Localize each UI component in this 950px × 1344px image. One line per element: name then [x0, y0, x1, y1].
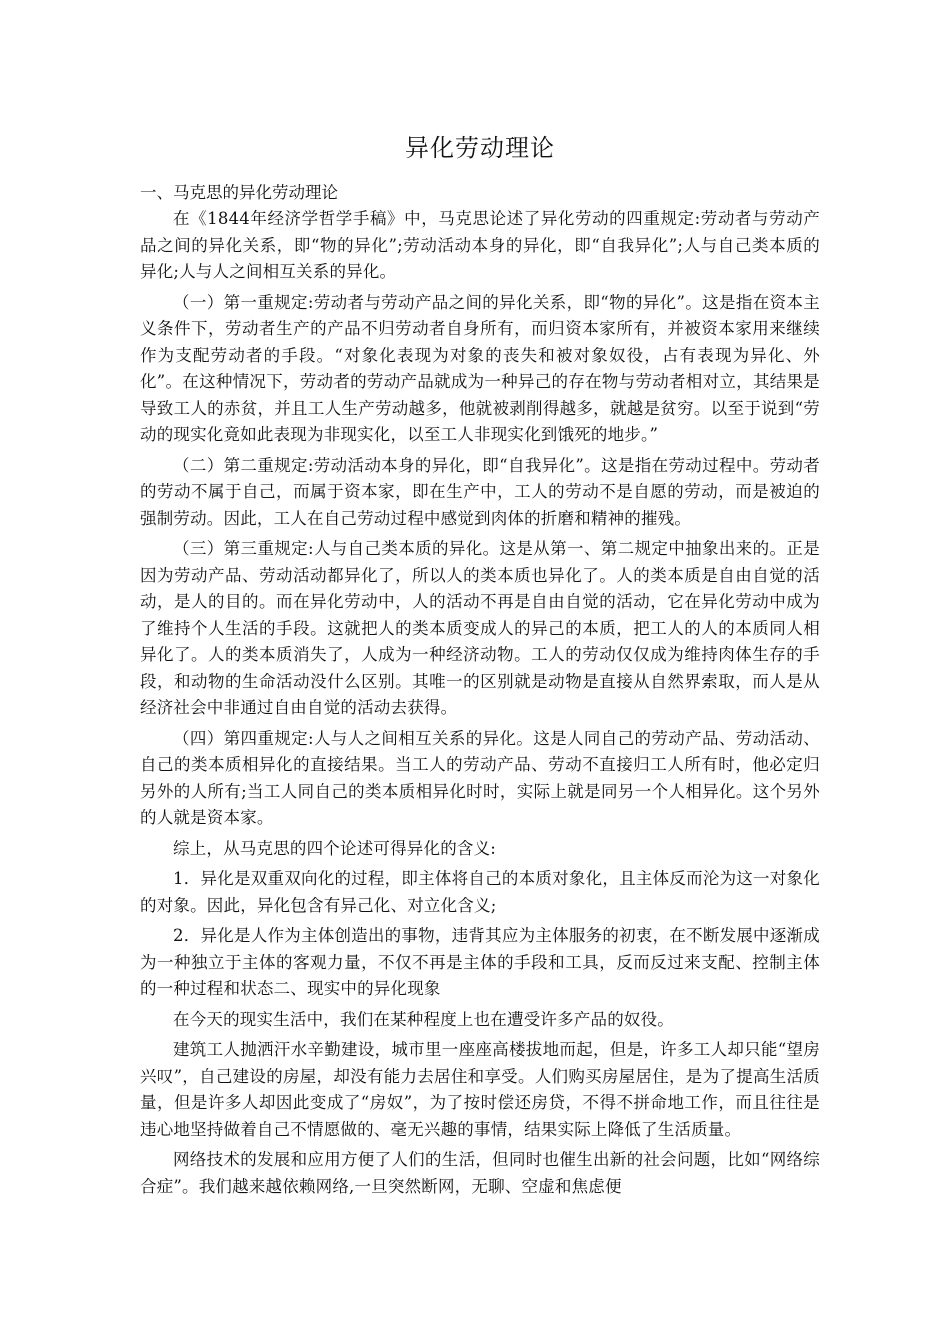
document-body: [140, 130, 820, 1200]
document-title: 异化劳动理论: [405, 134, 555, 162]
paragraph: 建筑工人抛洒汗水辛勤建设，城市里一座座高楼拔地而起，但是，许多工人却只能“望房兴叹”，自己建设的房屋，却没有能力去居住和享受。人们购买房屋居住，是为了提高生活质量，但是许多人却因此变成了“房奴”，为了按时偿还房贷，不得不拼命地工作，而且往往是违心地坚持做着自己不情愿做的、毫无兴趣的事情，结果实际上降低了生活质量。: [140, 1040, 820, 1139]
paragraph: （一）第一重规定:劳动者与劳动产品之间的异化关系，即“物的异化”。这是指在资本主义条件下，劳动者生产的产品不归劳动者自身所有，而归资本家所有，并被资本家用来继续作为支配劳动者的手段。“对象化表现为对象的丧失和被对象奴役，占有表现为异化、外化”。在这种情况下，劳动者的劳动产品就成为一种异己的存在物与劳动者相对立，其结果是导致工人的赤贫，并且工人生产劳动越多，他就被剥削得越多，就越是贫穷。以至于说到“劳动的现实化竟如此表现为非现实化，以至工人非现实化到饿死的地步。”: [140, 292, 820, 444]
list-item: 1．异化是双重双向化的过程，即主体将自己的本质对象化，且主体反而沦为这一对象化的对象。因此，异化包含有异己化、对立化含义;: [140, 869, 820, 915]
paragraph: （二）第二重规定:劳动活动本身的异化，即“自我异化”。这是指在劳动过程中。劳动者的劳动不属于自己，而属于资本家，即在生产中，工人的劳动不是自愿的劳动，而是被迫的强制劳动。因此，工人在自己劳动过程中感觉到肉体的折磨和精神的摧残。: [140, 455, 820, 528]
paragraph: 综上，从马克思的四个论述可得异化的含义:: [173, 838, 497, 858]
paragraph: （三）第三重规定:人与自己类本质的异化。这是从第一、第二规定中抽象出来的。正是因为劳动产品、劳动活动都异化了，所以人的类本质也异化了。人的类本质是自由自觉的活动，是人的目的。而在异化劳动中，人的活动不再是自由自觉的活动，它在异化劳动中成为了维持个人生活的手段。这就把人的类本质变成人的异己的本质，把工人的人的本质同人相异化了。人的类本质消失了，人成为一种经济动物。工人的劳动仅仅成为维持肉体生存的手段，和动物的生命活动没什么区别。其唯一的区别就是动物是直接从自然界索取，而人是从经济社会中非通过自由自觉的活动去获得。: [140, 539, 820, 717]
section-heading: 一、马克思的异化劳动理论: [140, 183, 338, 202]
paragraph: 在《1844年经济学哲学手稿》中，马克思论述了异化劳动的四重规定:劳动者与劳动产品之间的异化关系，即“物的异化”;劳动活动本身的异化，即“自我异化”;人与自己类本质的异化;人与人之间相互关系的异化。: [140, 209, 820, 281]
paragraph: 在今天的现实生活中，我们在某种程度上也在遭受许多产品的奴役。: [173, 1009, 674, 1029]
paragraph: （四）第四重规定:人与人之间相互关系的异化。这是人同自己的劳动产品、劳动活动、自己的类本质相异化的直接结果。当工人的劳动产品、劳动不直接归工人所有时，他必定归另外的人所有;当工人同自己的类本质相异化时时，实际上就是同另一个人相异化。这个另外的人就是资本家。: [140, 728, 820, 827]
paragraph: 网络技术的发展和应用方便了人们的生活，但同时也催生出新的社会问题，比如“网络综合症”。我们越来越依赖网络,一旦突然断网，无聊、空虚和焦虑便: [140, 1150, 820, 1196]
list-item: 2．异化是人作为主体创造出的事物，违背其应为主体服务的初衷，在不断发展中逐渐成为一种独立于主体的客观力量，不仅不再是主体的手段和工具，反而反过来支配、控制主体的一种过程和状态二、现实中的异化现象: [140, 926, 820, 998]
